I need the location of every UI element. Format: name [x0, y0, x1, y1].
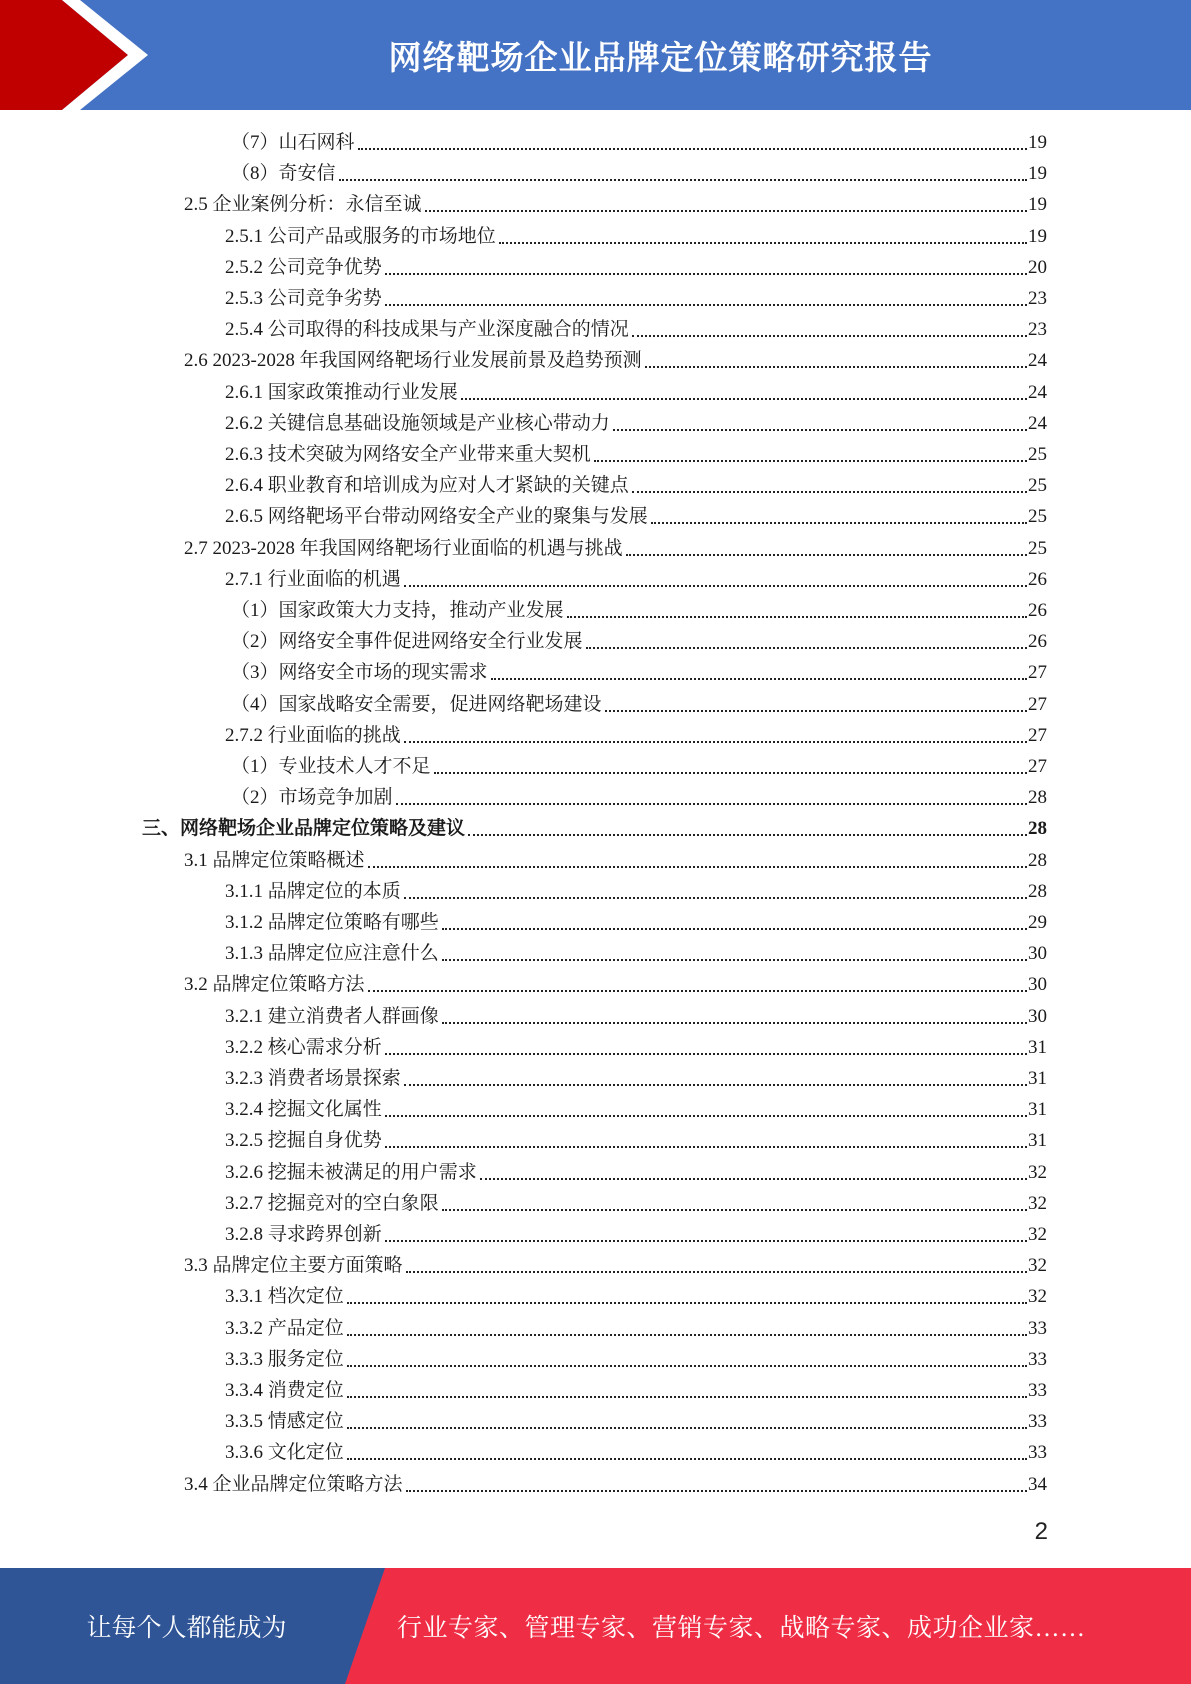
toc-entry-label: 2.7.2 行业面临的挑战	[225, 724, 401, 746]
toc-dot-leader	[586, 647, 1027, 649]
toc-entry-page: 27	[1028, 756, 1047, 777]
toc-entry-label: 3.3.4 消费定位	[225, 1380, 344, 1401]
toc-dot-leader	[385, 1240, 1027, 1242]
toc-entry-label: 3.2.4 挖掘文化属性	[225, 1099, 382, 1121]
toc-entry-page: 34	[1028, 1473, 1047, 1495]
report-title: 网络靶场企业品牌定位策略研究报告	[388, 37, 933, 77]
toc-entry[interactable]	[225, 1032, 1047, 1060]
toc-entry[interactable]	[225, 876, 1047, 904]
toc-entry[interactable]	[225, 938, 1047, 966]
footer-slogan-lead: 让每个人都能成为	[86, 1615, 287, 1642]
toc-entry-page: 32	[1028, 1161, 1047, 1183]
toc-entry[interactable]	[231, 626, 1047, 654]
toc-entry[interactable]	[225, 1219, 1047, 1247]
toc-dot-leader	[347, 1302, 1027, 1304]
toc-entry[interactable]	[225, 439, 1047, 467]
toc-entry-page: 33	[1028, 1348, 1047, 1370]
toc-dot-leader	[404, 897, 1027, 899]
toc-entry-page: 26	[1028, 600, 1047, 621]
toc-entry-page: 25	[1028, 537, 1047, 559]
toc-entry-page: 30	[1028, 1005, 1047, 1027]
toc-entry-page: 19	[1028, 132, 1047, 153]
toc-entry-page: 33	[1028, 1442, 1047, 1464]
toc-entry[interactable]	[225, 1375, 1047, 1403]
toc-entry[interactable]	[225, 408, 1047, 436]
toc-dot-leader	[632, 491, 1027, 493]
toc-entry[interactable]	[225, 1313, 1047, 1341]
toc-entry-page: 23	[1028, 319, 1047, 341]
toc-entry[interactable]	[225, 907, 1047, 935]
toc-entry-page: 28	[1028, 880, 1047, 902]
toc-entry-label: 3.4 企业品牌定位策略方法	[184, 1473, 403, 1495]
toc-entry-page: 32	[1028, 1286, 1047, 1308]
toc-entry-label: 3.2.5 挖掘自身优势	[225, 1130, 382, 1152]
toc-entry[interactable]	[225, 564, 1047, 592]
toc-entry[interactable]	[231, 782, 1047, 810]
toc-entry[interactable]	[225, 1188, 1047, 1216]
toc-dot-leader	[347, 1458, 1027, 1460]
toc-entry-page: 26	[1028, 631, 1047, 653]
toc-entry-label: 3.1 品牌定位策略概述	[184, 849, 365, 871]
toc-entry-label: 2.5 企业案例分析：永信至诚	[184, 194, 422, 216]
toc-entry-page: 19	[1028, 163, 1047, 185]
toc-entry[interactable]	[231, 158, 1047, 186]
toc-entry-page: 31	[1028, 1099, 1047, 1121]
toc-entry[interactable]	[225, 1157, 1047, 1185]
toc-entry-page: 31	[1028, 1130, 1047, 1152]
toc-entry[interactable]	[225, 314, 1047, 342]
toc-entry[interactable]	[225, 1063, 1047, 1091]
toc-entry-page: 31	[1028, 1036, 1047, 1058]
toc-dot-leader	[434, 772, 1027, 774]
toc-dot-leader	[442, 1022, 1027, 1024]
toc-entry[interactable]	[225, 470, 1047, 498]
toc-entry-page: 28	[1028, 849, 1047, 871]
toc-dot-leader	[567, 616, 1027, 618]
toc-entry-label: 2.6.4 职业教育和培训成为应对人才紧缺的关键点	[225, 475, 629, 497]
header-red-chevron-graphic	[0, 0, 150, 110]
toc-entry-page: 27	[1028, 693, 1047, 715]
toc-dot-leader	[645, 366, 1027, 368]
toc-entry-label: 2.7 2023-2028 年我国网络靶场行业面临的机遇与挑战	[184, 537, 623, 559]
toc-entry-label: 2.6.5 网络靶场平台带动网络安全产业的聚集与发展	[225, 506, 648, 528]
toc-entry-label: 2.6.2 关键信息基础设施领域是产业核心带动力	[225, 412, 610, 434]
toc-entry[interactable]	[225, 1344, 1047, 1372]
toc-entry-label: （3）网络安全市场的现实需求	[231, 662, 488, 684]
toc-entry-label: 3.3.3 服务定位	[225, 1348, 344, 1370]
toc-entry[interactable]	[184, 1250, 1047, 1278]
toc-dot-leader	[404, 585, 1027, 587]
toc-entry-page: 33	[1028, 1411, 1047, 1433]
toc-entry-label: （1）专业技术人才不足	[231, 756, 431, 777]
toc-dot-leader	[347, 1396, 1027, 1398]
toc-entry[interactable]	[184, 189, 1047, 217]
toc-entry-page: 25	[1028, 475, 1047, 497]
toc-entry-page: 27	[1028, 724, 1047, 746]
toc-entry-page: 31	[1028, 1068, 1047, 1089]
toc-entry[interactable]	[225, 252, 1047, 280]
toc-entry-label: 2.7.1 行业面临的机遇	[225, 568, 401, 590]
toc-entry-page: 30	[1028, 943, 1047, 965]
toc-entry-page: 33	[1028, 1317, 1047, 1339]
toc-entry[interactable]	[231, 127, 1047, 155]
toc-dot-leader	[461, 398, 1027, 400]
toc-entry-label: 3.3.6 文化定位	[225, 1442, 344, 1464]
toc-entry[interactable]	[225, 377, 1047, 405]
toc-dot-leader	[339, 179, 1027, 181]
toc-dot-leader	[613, 429, 1027, 431]
toc-dot-leader	[442, 928, 1027, 930]
toc-dot-leader	[368, 990, 1027, 992]
toc-dot-leader	[385, 304, 1027, 306]
toc-entry-page: 32	[1028, 1192, 1047, 1214]
footer-slogan-roles: 行业专家、管理专家、营销专家、战略专家、成功企业家……	[397, 1615, 1086, 1642]
toc-entry-label: 3.1.1 品牌定位的本质	[225, 880, 401, 902]
toc-dot-leader	[347, 1427, 1027, 1429]
toc-entry-page: 33	[1028, 1380, 1047, 1401]
toc-entry-page: 29	[1028, 912, 1047, 933]
toc-entry[interactable]	[225, 1125, 1047, 1153]
toc-entry-label: 3.3.2 产品定位	[225, 1317, 344, 1339]
toc-entry[interactable]	[231, 657, 1047, 685]
page-number: 2	[1034, 1518, 1048, 1545]
toc-entry-label: 2.6.1 国家政策推动行业发展	[225, 381, 458, 403]
toc-entry-label: 3.2 品牌定位策略方法	[184, 974, 365, 996]
toc-entry-label: 3.2.1 建立消费者人群画像	[225, 1005, 439, 1027]
toc-dot-leader	[385, 1115, 1027, 1117]
toc-entry-label: 3.1.2 品牌定位策略有哪些	[225, 912, 439, 933]
toc-entry[interactable]	[142, 813, 1047, 841]
toc-dot-leader	[442, 959, 1027, 961]
toc-dot-leader	[499, 242, 1027, 244]
toc-entry-page: 32	[1028, 1255, 1047, 1277]
toc-entry[interactable]	[184, 1469, 1047, 1497]
toc-entry[interactable]	[184, 533, 1047, 561]
toc-entry-label: （2）网络安全事件促进网络安全行业发展	[231, 631, 583, 653]
toc-dot-leader	[347, 1334, 1027, 1336]
toc-dot-leader	[491, 678, 1027, 680]
toc-entry-label: 3.2.6 挖掘未被满足的用户需求	[225, 1161, 477, 1183]
toc-entry-label: 2.5.2 公司竞争优势	[225, 256, 382, 278]
toc-entry-page: 28	[1028, 787, 1047, 809]
toc-entry-label: 2.5.3 公司竞争劣势	[225, 288, 382, 309]
toc-entry-page: 28	[1028, 818, 1047, 840]
toc-entry[interactable]	[225, 221, 1047, 249]
toc-entry[interactable]	[225, 720, 1047, 748]
toc-entry-page: 25	[1028, 444, 1047, 465]
toc-dot-leader	[442, 1209, 1027, 1211]
toc-entry-label: （1）国家政策大力支持，推动产业发展	[231, 600, 564, 621]
toc-entry-page: 23	[1028, 288, 1047, 309]
toc-entry[interactable]	[231, 751, 1047, 779]
toc-entry-page: 25	[1028, 506, 1047, 528]
toc-dot-leader	[385, 273, 1027, 275]
toc-entry[interactable]	[184, 345, 1047, 373]
toc-entry-label: 2.5.1 公司产品或服务的市场地位	[225, 225, 496, 247]
toc-entry-label: 3.1.3 品牌定位应注意什么	[225, 943, 439, 965]
toc-entry-label: 2.6.3 技术突破为网络安全产业带来重大契机	[225, 444, 591, 465]
toc-entry-page: 32	[1028, 1224, 1047, 1245]
toc-dot-leader	[347, 1365, 1027, 1367]
toc-entry[interactable]	[225, 1406, 1047, 1434]
toc-entry-page: 24	[1028, 350, 1047, 372]
toc-entry-label: 3.3.1 档次定位	[225, 1286, 344, 1308]
page-footer	[0, 1568, 1191, 1684]
toc-entry[interactable]	[231, 689, 1047, 717]
toc-entry-label: （8）奇安信	[231, 163, 336, 185]
toc-dot-leader	[404, 741, 1027, 743]
toc-dot-leader	[605, 710, 1027, 712]
page-header	[0, 0, 1191, 110]
toc-entry-label: 3.3 品牌定位主要方面策略	[184, 1255, 403, 1277]
toc-entry[interactable]	[225, 1094, 1047, 1122]
toc-entry-label: 3.2.7 挖掘竞对的空白象限	[225, 1192, 439, 1214]
toc-dot-leader	[425, 210, 1027, 212]
toc-entry[interactable]	[225, 1281, 1047, 1309]
toc-dot-leader	[385, 1146, 1027, 1148]
toc-dot-leader	[358, 148, 1027, 150]
toc-dot-leader	[404, 1084, 1027, 1086]
toc-entry[interactable]	[225, 1001, 1047, 1029]
toc-dot-leader	[406, 1271, 1027, 1273]
toc-entry-page: 20	[1028, 256, 1047, 278]
toc-dot-leader	[468, 834, 1027, 836]
toc-dot-leader	[480, 1178, 1027, 1180]
toc-dot-leader	[406, 1490, 1027, 1492]
toc-entry-label: 2.5.4 公司取得的科技成果与产业深度融合的情况	[225, 319, 629, 341]
toc-entry[interactable]	[225, 283, 1047, 311]
toc-dot-leader	[651, 522, 1027, 524]
toc-entry-page: 30	[1028, 974, 1047, 996]
toc-entry-label: 3.3.5 情感定位	[225, 1411, 344, 1433]
toc-entry-page: 27	[1028, 662, 1047, 684]
toc-entry[interactable]	[231, 595, 1047, 623]
toc-entry-page: 26	[1028, 568, 1047, 590]
toc-entry-page: 19	[1028, 194, 1047, 216]
toc-entry-label: （4）国家战略安全需要，促进网络靶场建设	[231, 693, 602, 715]
toc-entry[interactable]	[184, 845, 1047, 873]
toc-entry-label: 三、网络靶场企业品牌定位策略及建议	[142, 818, 466, 840]
toc-entry[interactable]	[184, 969, 1047, 997]
toc-entry-label: （2）市场竞争加剧	[231, 787, 393, 809]
toc-dot-leader	[626, 554, 1027, 556]
toc-dot-leader	[385, 1053, 1027, 1055]
toc-entry-label: 2.6 2023-2028 年我国网络靶场行业发展前景及趋势预测	[184, 350, 642, 372]
toc-entry[interactable]	[225, 1437, 1047, 1465]
toc-entry-label: 3.2.3 消费者场景探索	[225, 1068, 401, 1089]
toc-entry[interactable]	[225, 501, 1047, 529]
toc-entry-label: 3.2.8 寻求跨界创新	[225, 1224, 382, 1245]
toc-entry-page: 24	[1028, 412, 1047, 434]
toc-dot-leader	[632, 335, 1027, 337]
toc-dot-leader	[396, 803, 1027, 805]
toc-entry-label: 3.2.2 核心需求分析	[225, 1036, 382, 1058]
toc-dot-leader	[368, 866, 1027, 868]
toc-entry-page: 24	[1028, 381, 1047, 403]
toc-dot-leader	[594, 460, 1027, 462]
toc-entry-page: 19	[1028, 225, 1047, 247]
toc-entry-label: （7）山石网科	[231, 132, 355, 153]
